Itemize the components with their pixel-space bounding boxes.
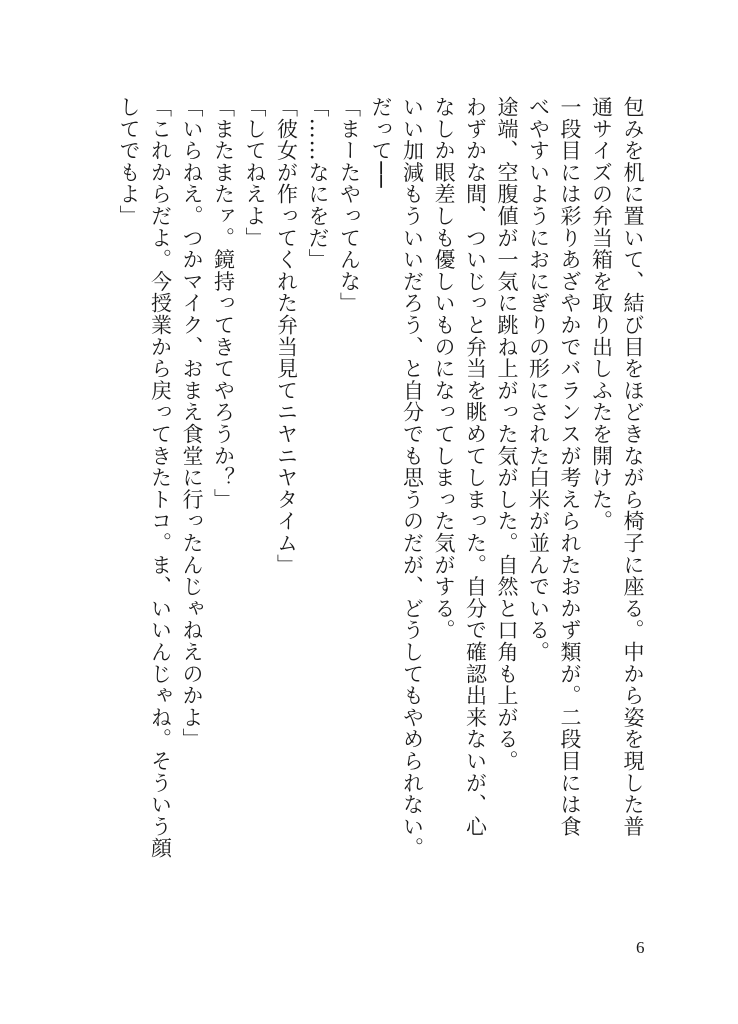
dialogue-line: 「いらねえ。つかマイク、おまえ食堂に行ったんじゃねえのかよ」 [180,96,204,750]
dialogue-line: 「してねえよ」 [243,96,267,249]
dialogue-line: 「まーたやってんな」 [337,96,362,314]
text-line: いい加減もういいだろう、と自分でも思うのだが、どうしてもやめられない。 [400,96,425,859]
text-line: 通サイズの弁当箱を取り出しふたを開けた。 [589,96,614,532]
text-line: べやすいようにおにぎりの形にされた白米が並んでいる。 [526,96,551,663]
text-line: わずかな間、ついじっと弁当を眺めてしまった。自分で確認出来ないが、心 [463,96,488,838]
text-line: 包みを机に置いて、結び目をほどきながら椅子に座る。中から姿を現した普 [621,96,645,838]
text-line: 一段目には彩りあざやかでバランスが考えられたおかず類が。二段目には食 [558,96,582,838]
text-line: 途端、空腹値が一気に跳ね上がった気がした。自然と口角も上がる。 [495,96,519,772]
text-line: なしか眼差しも優しいものになってしまった気がする。 [432,96,456,641]
dialogue-line: 「これからだよ。今授業から戻ってきたトコ。ま、いいんじゃね。そういう顔 [148,96,173,859]
dialogue-line: 「……なにをだ」 [306,96,330,271]
dialogue-line: してでもよ」 [117,96,141,227]
page-number: 6 [636,938,645,957]
vertical-text-body [113,96,649,896]
text-line: だって── [369,96,393,189]
dialogue-line: 「またまたァ。鏡持ってきてやろうか？」 [211,96,236,511]
dialogue-line: 「彼女が作ってくれた弁当見てニヤニヤタイム」 [274,96,299,576]
